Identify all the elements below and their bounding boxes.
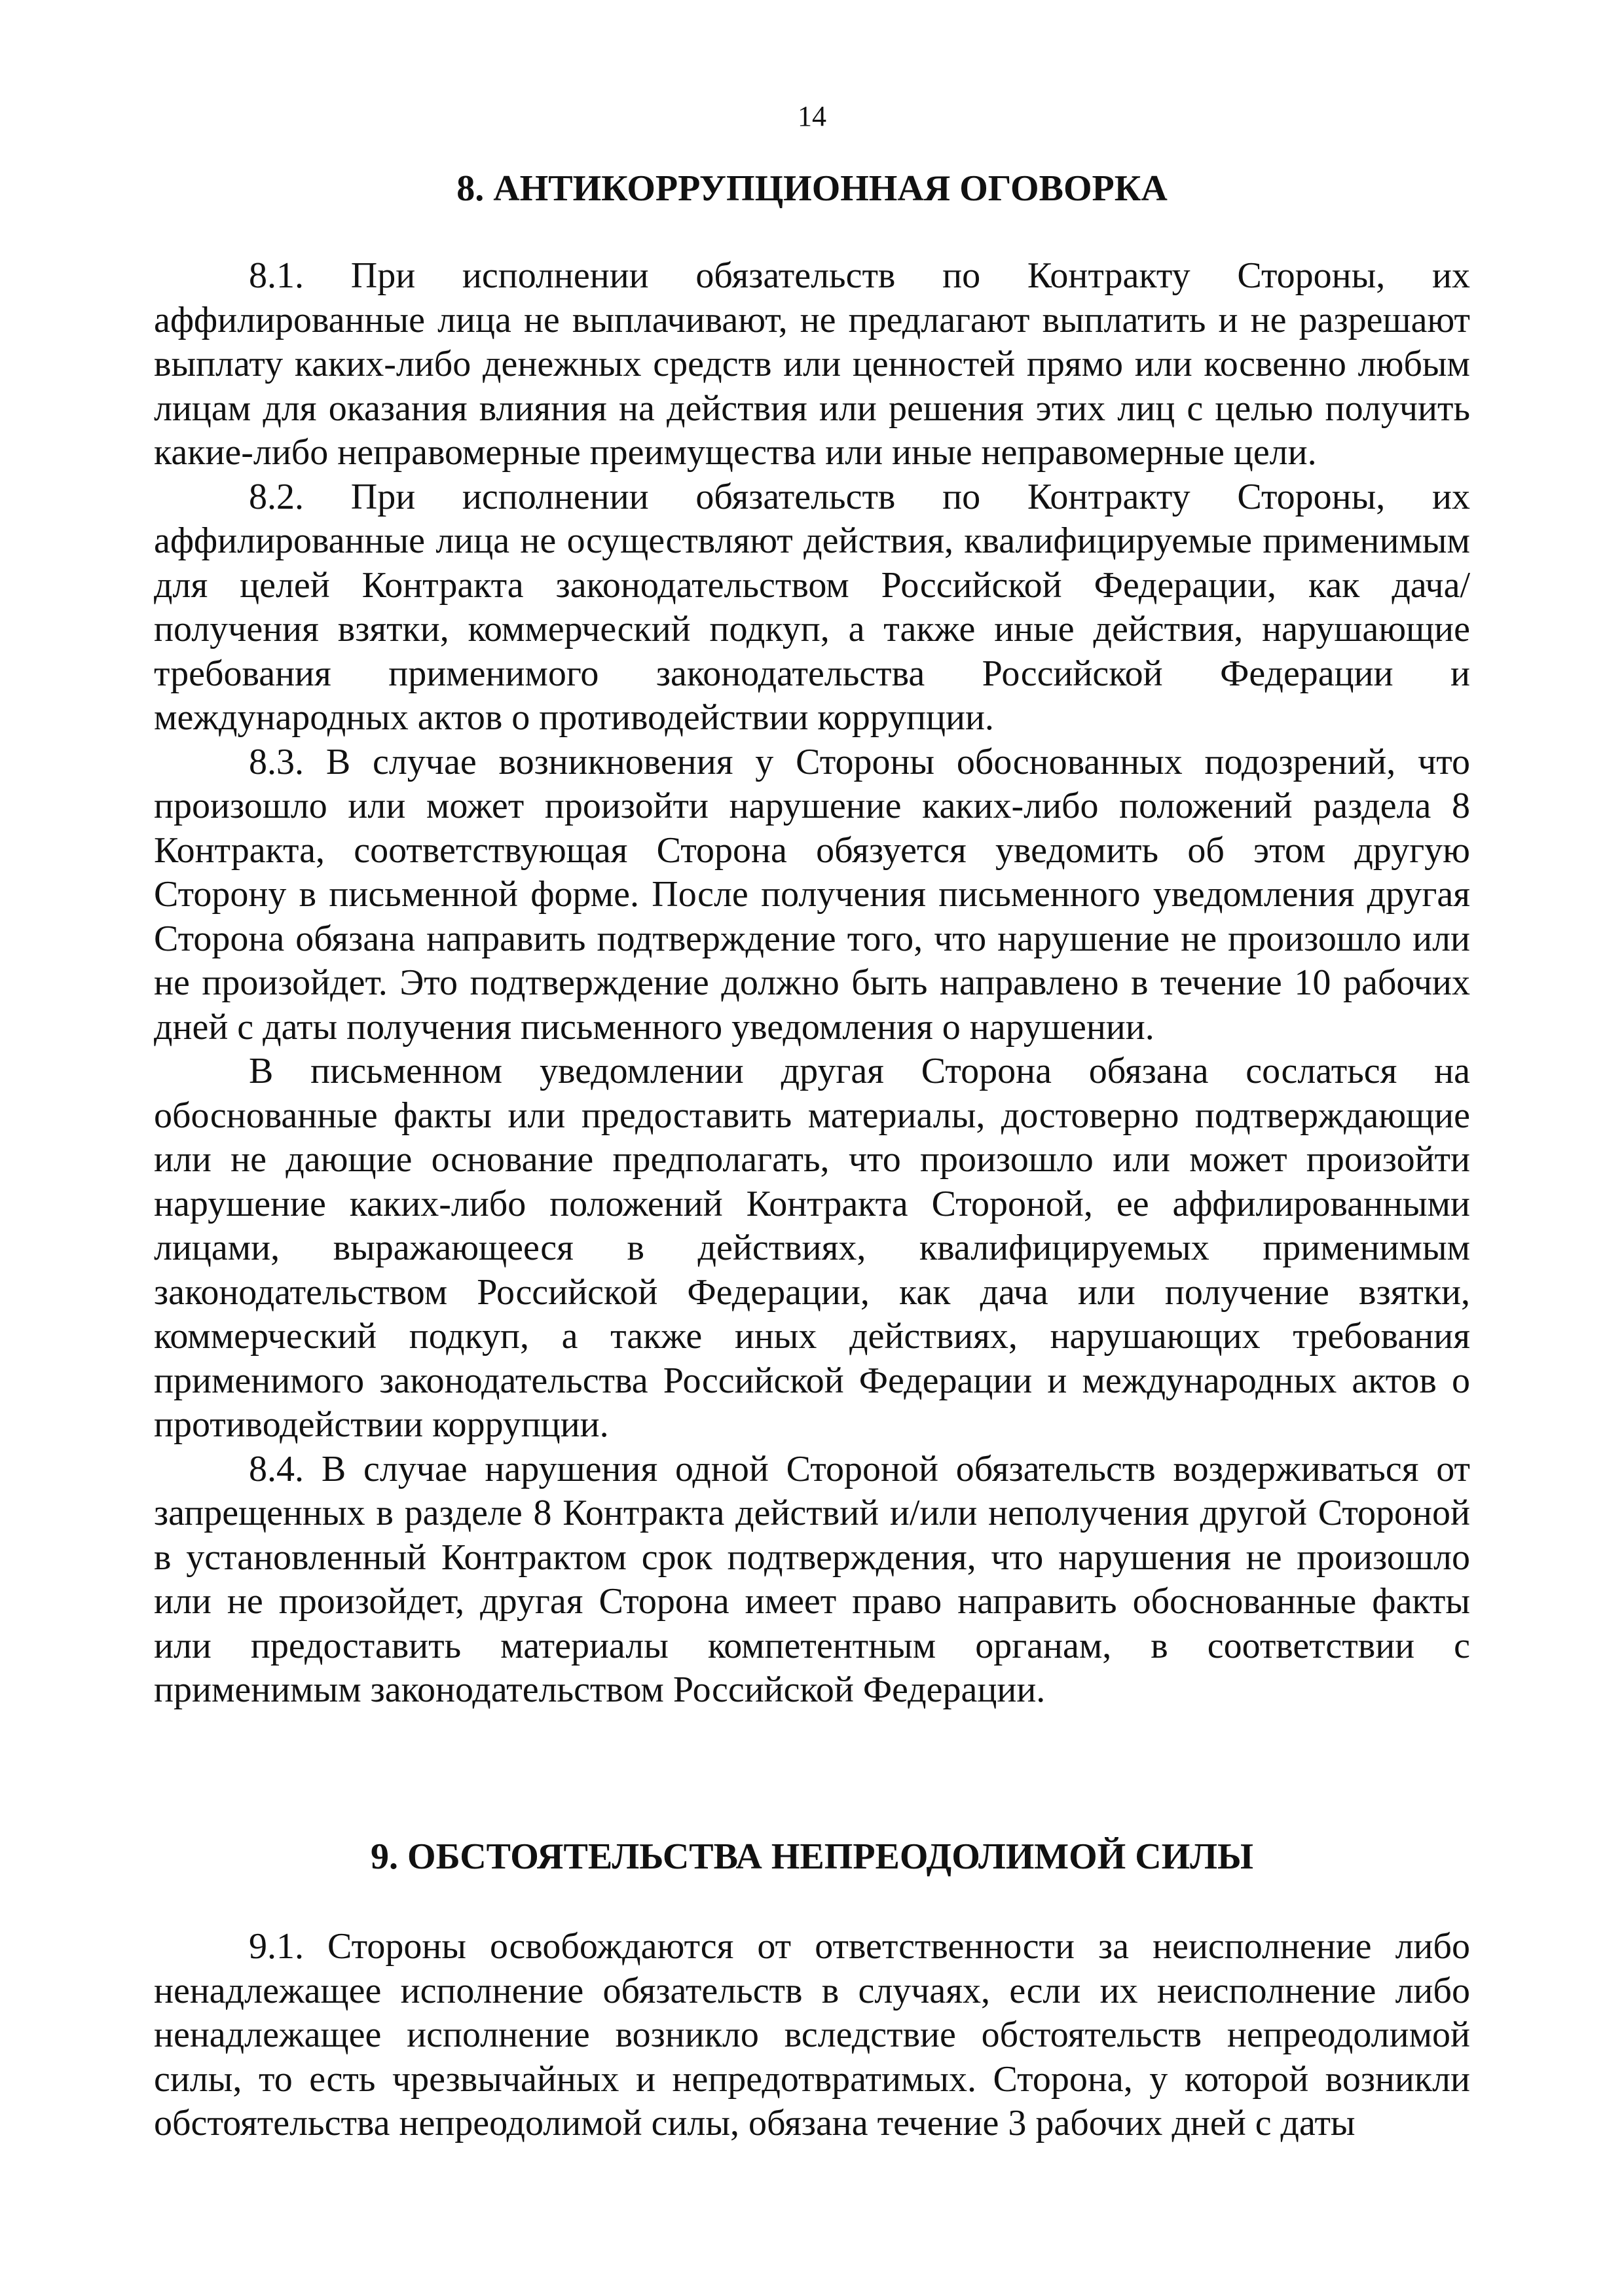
clause-8-2: 8.2. При исполнении обязательств по Контракту Стороны, их аффилированные лица не осуществляют действия, квалифицируемые применимым для целей Контракта законодательством Российской Федерации, как дача/получения взятки, коммерческий подкуп, а также иные действия, нарушающие требования применимого законодательства Российской Федерации и международных актов о противодействии коррупции. (154, 476, 1470, 738)
section-8-body (154, 254, 1470, 1713)
clause-8-3-continuation: В письменном уведомлении другая Сторона обязана сослаться на обоснованные факты или предоставить материалы, достоверно подтверждающие или не дающие основание предполагать, что произошло или может произойти нарушение каких-либо положений Контракта Стороной, ее аффилированными лицами, выражающееся в действиях, квалифицируемых применимым законодательством Российской Федерации, как дача или получение взятки, коммерческий подкуп, а также иных действиях, нарушающих требования применимого законодательства Российской Федерации и международных актов о противодействии коррупции. (154, 1051, 1470, 1445)
clause-9-1: 9.1. Стороны освобождаются от ответственности за неисполнение либо ненадлежащее исполнение обязательств в случаях, если их неисполнение либо ненадлежащее исполнение возникло вследствие обстоятельств непреодолимой силы, то есть чрезвычайных и непредотвратимых. Сторона, у которой возникли обстоятельства непреодолимой силы, обязана течение 3 рабочих дней с даты (154, 1926, 1470, 2143)
clause-8-4: 8.4. В случае нарушения одной Стороной обязательств воздерживаться от запрещенных в разделе 8 Контракта действий и/или неполучения другой Стороной в установленный Контрактом срок подтверждения, что нарушения не произошло или не произойдет, другая Сторона имеет право направить обоснованные факты или предоставить материалы компетентным органам, в соответствии с применимым законодательством Российской Федерации. (154, 1448, 1470, 1710)
clause-8-1: 8.1. При исполнении обязательств по Контракту Стороны, их аффилированные лица не выплачивают, не предлагают выплатить и не разрешают выплату каких-либо денежных средств или ценностей прямо или косвенно любым лицам для оказания влияния на действия или решения этих лиц с целью получить какие-либо неправомерные преимущества или иные неправомерные цели. (154, 255, 1470, 473)
section-9-body (154, 1925, 1470, 2146)
clause-8-3: 8.3. В случае возникновения у Стороны обоснованных подозрений, что произошло или может произойти нарушение каких-либо положений раздела 8 Контракта, соответствующая Сторона обязуется уведомить об этом другую Сторону в письменной форме. После получения письменного уведомления другая Сторона обязана направить подтверждение того, что нарушение не произошло или не произойдет. Это подтверждение должно быть направлено в течение 10 рабочих дней с даты получения письменного уведомления о нарушении. (154, 741, 1470, 1048)
section-8-heading: 8. АНТИКОРРУПЦИОННАЯ ОГОВОРКА (456, 168, 1168, 209)
page-number: 14 (798, 100, 826, 132)
section-9-heading: 9. ОБСТОЯТЕЛЬСТВА НЕПРЕОДОЛИМОЙ СИЛЫ (371, 1836, 1253, 1877)
